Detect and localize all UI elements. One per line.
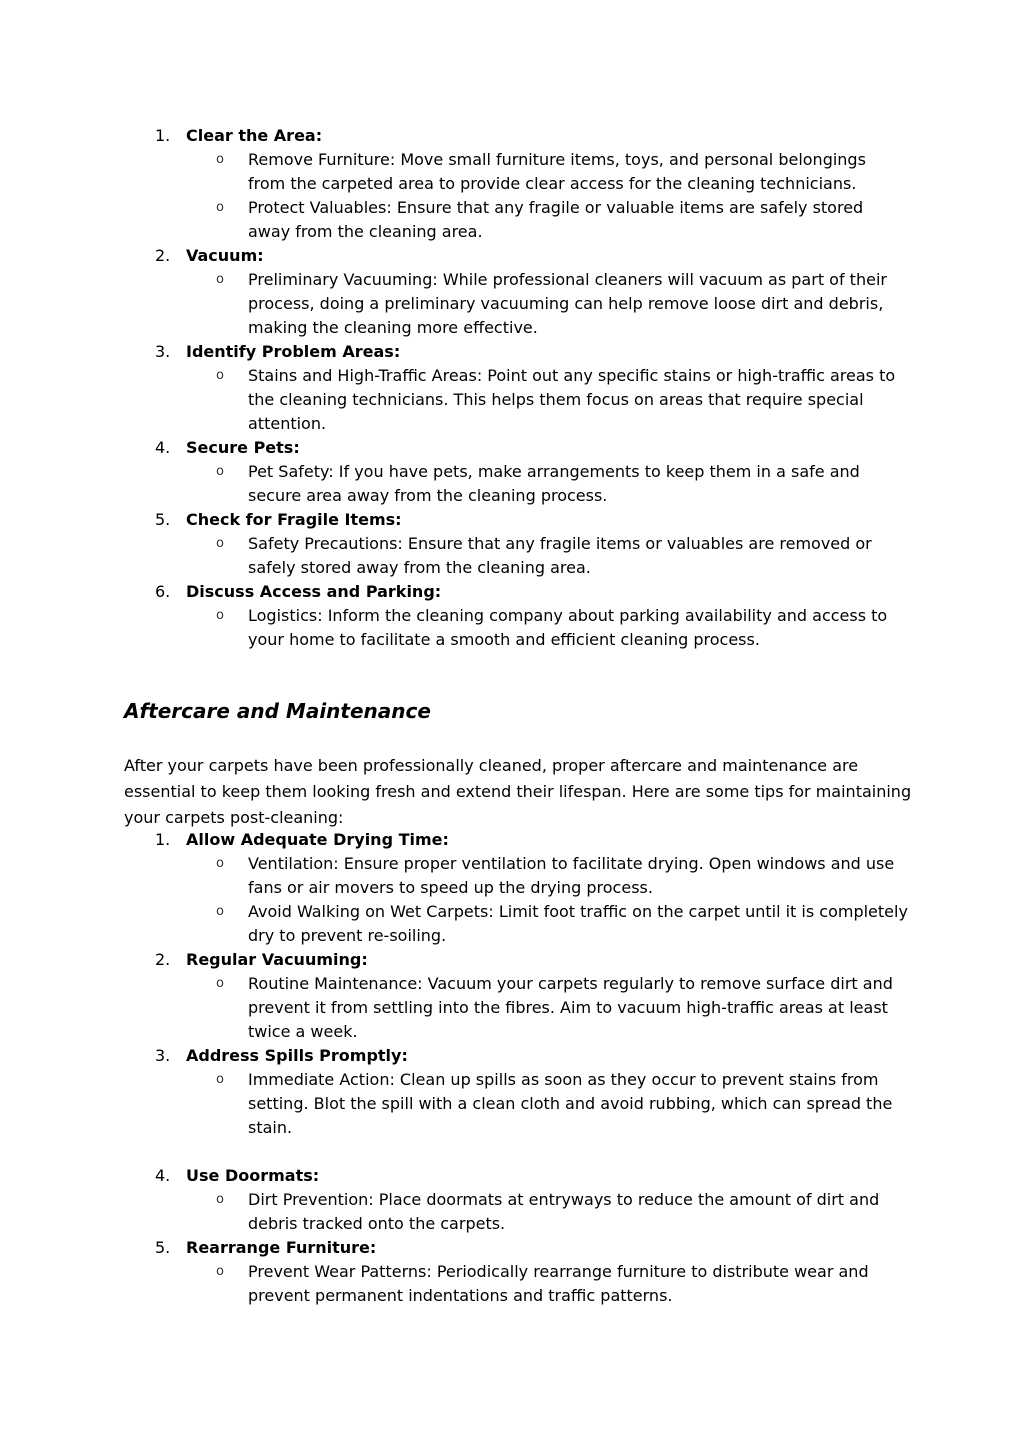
hollow-bullet-icon: o	[216, 368, 224, 383]
list-item-number: 3.	[155, 1046, 171, 1065]
list-item-title: Use Doormats:	[186, 1166, 320, 1185]
list-item	[0, 948, 1023, 1044]
list-item	[0, 1164, 1023, 1236]
hollow-bullet-icon: o	[216, 464, 224, 479]
sub-list-item-text: Stains and High-Traffic Areas: Point out any specific stains or high-traffic areas to the cleaning technicians. This helps them focus on areas that require special attention.	[248, 366, 896, 433]
sub-list-item	[0, 460, 1023, 508]
list-item-title: Secure Pets:	[186, 438, 300, 457]
list-item-title: Discuss Access and Parking:	[186, 582, 442, 601]
list-item	[0, 1044, 1023, 1164]
list-item-number: 1.	[155, 830, 171, 849]
list-item-title: Clear the Area:	[186, 126, 323, 145]
list-item-title: Identify Problem Areas:	[186, 342, 401, 361]
sub-list-item	[0, 1068, 1023, 1140]
list-item	[0, 340, 1023, 436]
hollow-bullet-icon: o	[216, 856, 224, 871]
list-item-number: 2.	[155, 950, 171, 969]
list-item-number: 6.	[155, 582, 171, 601]
sub-list-item	[0, 196, 1023, 244]
list-item	[0, 436, 1023, 508]
sub-list-item-text: Ventilation: Ensure proper ventilation to facilitate drying. Open windows and use fans or air movers to speed up the drying process.	[248, 854, 895, 897]
sub-list-item-text: Preliminary Vacuuming: While professional cleaners will vacuum as part of their process, doing a preliminary vacuuming can help remove loose dirt and debris, making the cleaning more effective.	[248, 270, 887, 337]
sub-list-item-text: Logistics: Inform the cleaning company about parking availability and access to your home to facilitate a smooth and efficient cleaning process.	[248, 606, 888, 649]
hollow-bullet-icon: o	[216, 608, 224, 623]
preparation-steps-list	[0, 124, 1023, 652]
hollow-bullet-icon: o	[216, 1192, 224, 1207]
list-item-title: Rearrange Furniture:	[186, 1238, 377, 1257]
sub-list-item-text: Remove Furniture: Move small furniture items, toys, and personal belongings from the carpeted area to provide clear access for the cleaning technicians.	[248, 150, 866, 193]
list-item-title: Check for Fragile Items:	[186, 510, 402, 529]
sub-list-item-text: Prevent Wear Patterns: Periodically rearrange furniture to distribute wear and prevent permanent indentations and traffic patterns.	[248, 1262, 869, 1305]
list-item-number: 2.	[155, 246, 171, 265]
sub-list-item-text: Safety Precautions: Ensure that any fragile items or valuables are removed or safely stored away from the cleaning area.	[248, 534, 872, 577]
list-item	[0, 1236, 1023, 1308]
sub-list-item	[0, 1188, 1023, 1236]
list-item-number: 5.	[155, 510, 171, 529]
sub-list-item-text: Dirt Prevention: Place doormats at entryways to reduce the amount of dirt and debris tracked onto the carpets.	[248, 1190, 880, 1233]
list-item-number: 5.	[155, 1238, 171, 1257]
list-item-number: 3.	[155, 342, 171, 361]
list-item-title: Regular Vacuuming:	[186, 950, 368, 969]
list-item-title: Vacuum:	[186, 246, 264, 265]
list-item-number: 1.	[155, 126, 171, 145]
sub-list-item-text: Avoid Walking on Wet Carpets: Limit foot traffic on the carpet until it is completely dry to prevent re-soiling.	[248, 902, 908, 945]
list-item-number: 4.	[155, 1166, 171, 1185]
hollow-bullet-icon: o	[216, 1264, 224, 1279]
hollow-bullet-icon: o	[216, 976, 224, 991]
list-item	[0, 580, 1023, 652]
sub-list-item	[0, 268, 1023, 340]
sub-list-item-text: Pet Safety: If you have pets, make arrangements to keep them in a safe and secure area away from the cleaning process.	[248, 462, 860, 505]
list-item	[0, 508, 1023, 580]
list-item	[0, 244, 1023, 340]
list-item-number: 4.	[155, 438, 171, 457]
spacer	[0, 1140, 1023, 1164]
sub-list-item-text: Routine Maintenance: Vacuum your carpets regularly to remove surface dirt and prevent it from settling into the fibres. Aim to vacuum high-traffic areas at least twice a week.	[248, 974, 893, 1041]
sub-list-item	[0, 148, 1023, 196]
hollow-bullet-icon: o	[216, 152, 224, 167]
sub-list-item	[0, 364, 1023, 436]
list-item	[0, 828, 1023, 948]
hollow-bullet-icon: o	[216, 200, 224, 215]
aftercare-tips-list	[0, 828, 1023, 1308]
sub-list-item	[0, 852, 1023, 900]
sub-list-item	[0, 972, 1023, 1044]
sub-list-item	[0, 604, 1023, 652]
list-item	[0, 124, 1023, 244]
sub-list-item	[0, 1260, 1023, 1308]
hollow-bullet-icon: o	[216, 272, 224, 287]
list-item-title: Address Spills Promptly:	[186, 1046, 408, 1065]
sub-list-item	[0, 900, 1023, 948]
hollow-bullet-icon: o	[216, 1072, 224, 1087]
list-item-title: Allow Adequate Drying Time:	[186, 830, 449, 849]
intro-paragraph: After your carpets have been professionally cleaned, proper aftercare and maintenance are essential to keep them looking fresh and extend their lifespan. Here are some tips for maintaining your carpets post-cleaning:	[124, 756, 912, 827]
sub-list-item-text: Protect Valuables: Ensure that any fragile or valuable items are safely stored away from the cleaning area.	[248, 198, 864, 241]
hollow-bullet-icon: o	[216, 536, 224, 551]
hollow-bullet-icon: o	[216, 904, 224, 919]
sub-list-item	[0, 532, 1023, 580]
sub-list-item-text: Immediate Action: Clean up spills as soon as they occur to prevent stains from setting. Blot the spill with a clean cloth and avoid rubbing, which can spread the stain.	[248, 1070, 893, 1137]
section-heading: Aftercare and Maintenance	[124, 698, 431, 723]
